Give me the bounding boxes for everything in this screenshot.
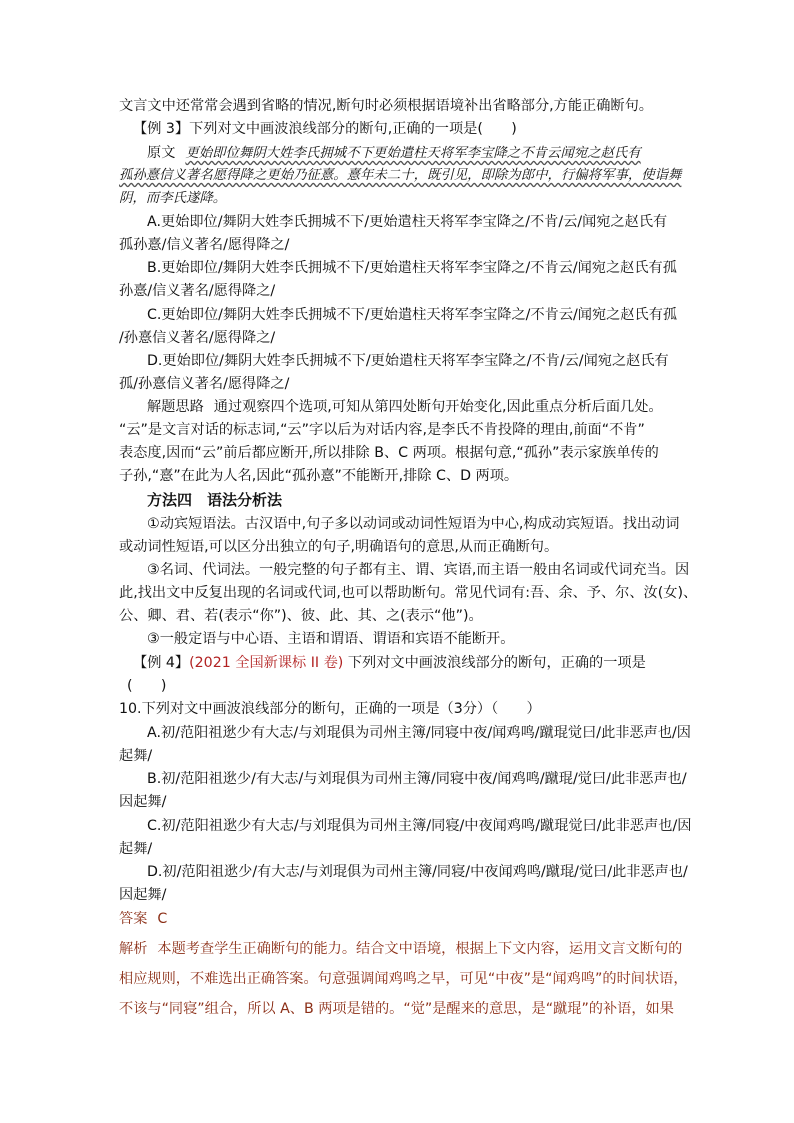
example4-title [133, 654, 646, 672]
example4-source: (2021 全国新课标 II 卷) [189, 655, 344, 671]
method4-point-3: ③一般定语与中心语、主语和谓语、谓语和宾语不能断开。 [147, 631, 515, 647]
example4-option-c: C.初/范阳祖逖少有大志/与刘琨俱为司州主簿/同寝/中夜闻鸡鸣/蹴琨觉曰/此非恶声也/因 [147, 818, 692, 834]
method4-point-2-cont2: 公、卿、君、若(表示“你”)、彼、此、其、之(表示“他”)。 [119, 608, 483, 624]
example4-option-b: B.初/范阳祖逖少/有大志/与刘琨俱为司州主簿/同寝中夜/闻鸡鸣/蹴琨/觉曰/此非恶声也/ [147, 771, 687, 787]
example3-analysis-line-2: “云”是文言对话的标志词,“云”字以后为对话内容,是李氏不肯投降的理由,前面“不肯” [119, 422, 645, 438]
example4-option-b-cont: 因起舞/ [119, 794, 167, 810]
example3-original-line-2 [119, 167, 681, 185]
example4-title-text: 下列对文中画波浪线部分的断句，正确的一项是 [347, 655, 646, 671]
intro-text: 文言文中还常常会遇到省略的情况,断句时必须根据语境补出省略部分,方能正确断句。 [119, 98, 653, 114]
example3-option-b-cont: 孙憙/信义著名/愿得降之/ [119, 283, 276, 299]
explanation-line-1 [119, 940, 682, 958]
example3-option-b: B.更始即位/舞阴大姓李氏拥城不下/更始遣柱天将军李宝降之/不肯云/闻宛之赵氏有孤 [147, 260, 677, 276]
question-10: 10.下列对文中画波浪线部分的断句，正确的一项是（3分）（ ） [119, 701, 541, 717]
example3-option-a: A.更始即位/舞阴大姓李氏拥城不下/更始遣柱天将军李宝降之/不肯/云/闻宛之赵氏有 [147, 214, 668, 230]
method4-point-2-cont: 此,找出文中反复出现的名词或代词,也可以帮助断句。常见代词有:吾、余、予、尔、汝(女)、 [119, 585, 698, 601]
example4-option-c-cont: 起舞/ [119, 841, 153, 857]
example3-analysis-line-3: 表态度,因而“云”前后都应断开,所以排除 B、C 两项。根据句意,“孤孙”表示家族单传的 [119, 445, 659, 461]
answer-label: 答案 [119, 911, 148, 927]
method4-point-1: ①动宾短语法。古汉语中,句子多以动词或动词性短语为中心,构成动宾短语。找出动词 [147, 516, 680, 532]
example3-analysis-line-4: 子孙,“憙”在此为人名,因此“孤孙憙”不能断开,排除 C、D 两项。 [119, 468, 519, 484]
example3-option-d-cont: 孤/孙憙信义著名/愿得降之/ [119, 376, 290, 392]
example3-option-a-cont: 孤孙憙/信义著名/愿得降之/ [119, 237, 290, 253]
example4-option-a-cont: 起舞/ [119, 748, 153, 764]
analysis-label: 解题思路 [147, 399, 204, 415]
example4-option-d-cont: 因起舞/ [119, 887, 167, 903]
method4-point-1-cont: 或动词性短语,可以区分出独立的句子,明确语句的意思,从而正确断句。 [119, 539, 559, 555]
example3-option-d: D.更始即位/舞阴大姓李氏拥城不下/更始遣柱天将军李宝降之/不肯/云/闻宛之赵氏有 [147, 353, 669, 369]
example4-blank: ( ) [127, 678, 167, 694]
answer-line [119, 910, 167, 928]
example3-analysis-line-1 [147, 398, 663, 416]
example4-option-a: A.初/范阳祖逖少有大志/与刘琨俱为司州主簿/同寝中夜/闻鸡鸣/蹴琨觉曰/此非恶声也/因 [147, 725, 691, 741]
original-text-wavy-cont: 孤孙憙信义著名愿得降之更始乃征憙。憙年未二十，既引见，即除为郎中，行偏将军事，使诣舞 [119, 168, 682, 183]
method4-point-2: ③名词、代词法。一般完整的句子都有主、谓、宾语,而主语一般由名词或代词充当。因 [147, 562, 690, 578]
explanation-line-2: 相应规则，不难选出正确答案。句意强调闻鸡鸣之早，可见“中夜”是“闻鸡鸣”的时间状语， [119, 971, 688, 987]
example4-option-d: D.初/范阳祖逖少/有大志/与刘琨俱为司州主簿/同寝/中夜闻鸡鸣/蹴琨/觉曰/此非恶声也/ [147, 864, 688, 880]
analysis-text: 通过观察四个选项,可知从第四处断句开始变化,因此重点分析后面几处。 [213, 399, 663, 415]
original-text-wavy: 更始即位舞阴大姓李氏拥城不下更始遣柱天将军李宝降之不肯云闻宛之赵氏有 [185, 146, 641, 161]
example3-title: 【例 3】下列对文中画波浪线部分的断句,正确的一项是( ) [133, 121, 517, 137]
explanation-line-3: 不该与“同寝”组合，所以 A、B 两项是错的。“觉”是醒来的意思，是“蹴琨”的补语，如果 [119, 1001, 674, 1017]
method4-heading: 方法四 语法分析法 [147, 491, 283, 509]
example3-original-line-3: 阴，而李氏遂降。 [119, 191, 227, 206]
example3-option-c: C.更始即位/舞阴大姓李氏拥城不下/更始遣柱天将军李宝降之/不肯云/闻宛之赵氏有孤 [147, 307, 678, 323]
explanation-text: 本题考查学生正确断句的能力。结合文中语境，根据上下文内容，运用文言文断句的 [157, 941, 683, 957]
answer-value: C [157, 911, 168, 927]
example3-original-line-1 [147, 144, 641, 163]
example4-label: 【例 4】 [133, 655, 190, 671]
explanation-label: 解析 [119, 941, 148, 957]
example3-option-c-cont: /孙憙信义著名/愿得降之/ [119, 330, 276, 346]
original-label: 原文 [147, 145, 176, 161]
